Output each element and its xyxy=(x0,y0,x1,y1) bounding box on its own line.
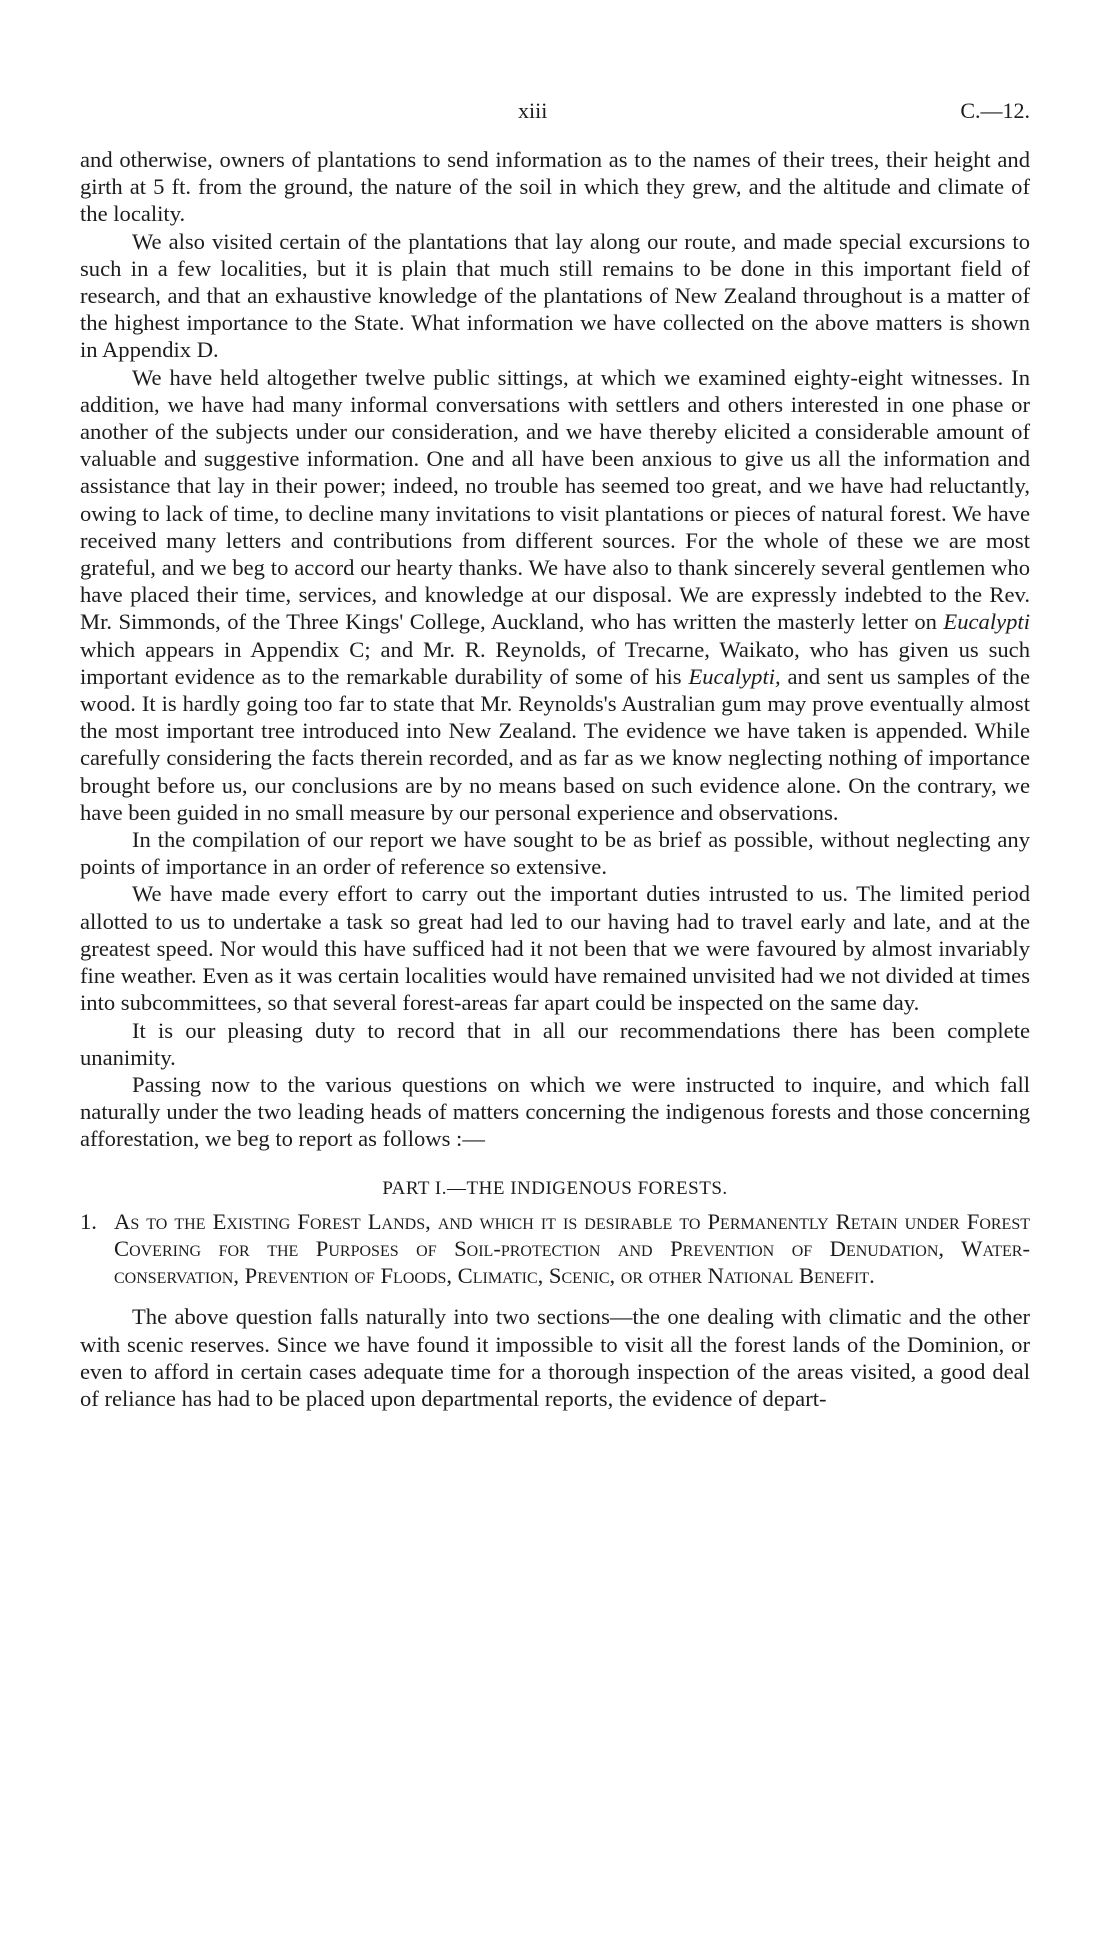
italic-eucalypti-2: Eucalypti, xyxy=(688,663,781,689)
part-heading: PART I.—THE INDIGENOUS FORESTS. xyxy=(382,1177,728,1199)
paragraph-compilation: In the compilation of our report we have sought to be as brief as possible, without neglecting any points of importance in an order of reference so extensive. xyxy=(80,827,1030,880)
paragraph-sittings-part-a: We have held altogether twelve public sittings, at which we examined eighty-eight witnesses. In addition, we have had many informal conversations with settlers and others interested in one phase or another of the subjects under our consideration, and we have thereby elicited a considerable amount of valuable and suggestive information. One and all have been anxious to give us all the information and assistance that lay in their power; indeed, no trouble has seemed too great, and we have had reluctantly, owing to lack of time, to decline many invitations to visit plantations or pieces of natural forest. We have received many letters and contributions from different sources. For the whole of these we are most grateful, and we beg to accord our hearty thanks. We have also to thank sincerely several gentlemen who have placed their time, services, and knowledge at our disposal. We are expressly indebted to the Rev. Mr. Simmonds, of the Three Kings' College, Auckland, who has written the masterly letter on xyxy=(80,364,1030,635)
italic-eucalypti-1: Eucalypti xyxy=(943,609,1030,635)
paragraph-continuation: and otherwise, owners of plantations to send information as to the names of their trees, their height and girth at 5 ft. from the ground, the nature of the soil in which they grew, and the altitude and climate of the locality. xyxy=(80,147,1030,227)
section-title: As to the Existing Forest Lands, and which it is desirable to Permanently Retain under Forest Covering for the Purposes of Soil-protection and Prevention of Denudation, Water-conservation, Prevention of Floods, Climatic, Scenic, or other National Benefit. xyxy=(114,1208,1030,1289)
section-number: 1. xyxy=(80,1208,97,1234)
paragraph-unanimity: It is our pleasing duty to record that in all our recommendations there has been complete unanimity. xyxy=(80,1017,1030,1070)
document-code: C.—12. xyxy=(960,98,1030,123)
page-header xyxy=(80,98,1030,128)
page-body xyxy=(80,146,1030,1412)
paragraph-sittings-part-c: and sent us samples of the wood. It is hardly going too far to state that Mr. Reynolds's Australian gum may prove eventually almost the most important tree introduced into New Zealand. The evidence we have taken is appended. While carefully considering the facts therein recorded, and as far as we know neglecting nothing of importance brought before us, our conclusions are by no means based on such evidence alone. On the contrary, we have been guided in no small measure by our personal experience and observations. xyxy=(80,663,1030,825)
paragraph-effort: We have made every effort to carry out the important duties intrusted to us. The limited period allotted to us to undertake a task so great had led to our having had to travel early and late, and at the greatest speed. Nor would this have sufficed had it not been that we were favoured by almost invariably fine weather. Even as it was certain localities would have remained unvisited had we not divided at times into subcommittees, so that several forest-areas far apart could be inspected on the same day. xyxy=(80,881,1030,1016)
paragraph-plantations: We also visited certain of the plantations that lay along our route, and made special excursions to such in a few localities, but it is plain that much still remains to be done in this important field of research, and that an exhaustive knowledge of the plantations of New Zealand throughout is a matter of the highest importance to the State. What information we have collected on the above matters is shown in Appendix D. xyxy=(80,228,1030,363)
paragraph-passing: Passing now to the various questions on which we were instructed to inquire, and which fall naturally under the two leading heads of matters concerning the indigenous forests and those concerning afforestation, we beg to report as follows :— xyxy=(80,1071,1030,1152)
page-number: xiii xyxy=(518,98,548,123)
paragraph-sittings xyxy=(80,364,1030,826)
section-heading xyxy=(80,1208,1030,1290)
paragraph-sittings-part-b: which appears in Appendix C; and Mr. R. Reynolds, of Trecarne, Waikato, who has given us such important evidence as to the remarkable durability of some of his xyxy=(80,636,1030,689)
paragraph-final: The above question falls naturally into two sections—the one dealing with climatic and the other with scenic reserves. Since we have found it impossible to visit all the forest lands of the Dominion, or even to afford in certain cases adequate time for a thorough inspection of the areas visited, a good deal of reliance has had to be placed upon departmental reports, the evidence of depart- xyxy=(80,1304,1030,1411)
